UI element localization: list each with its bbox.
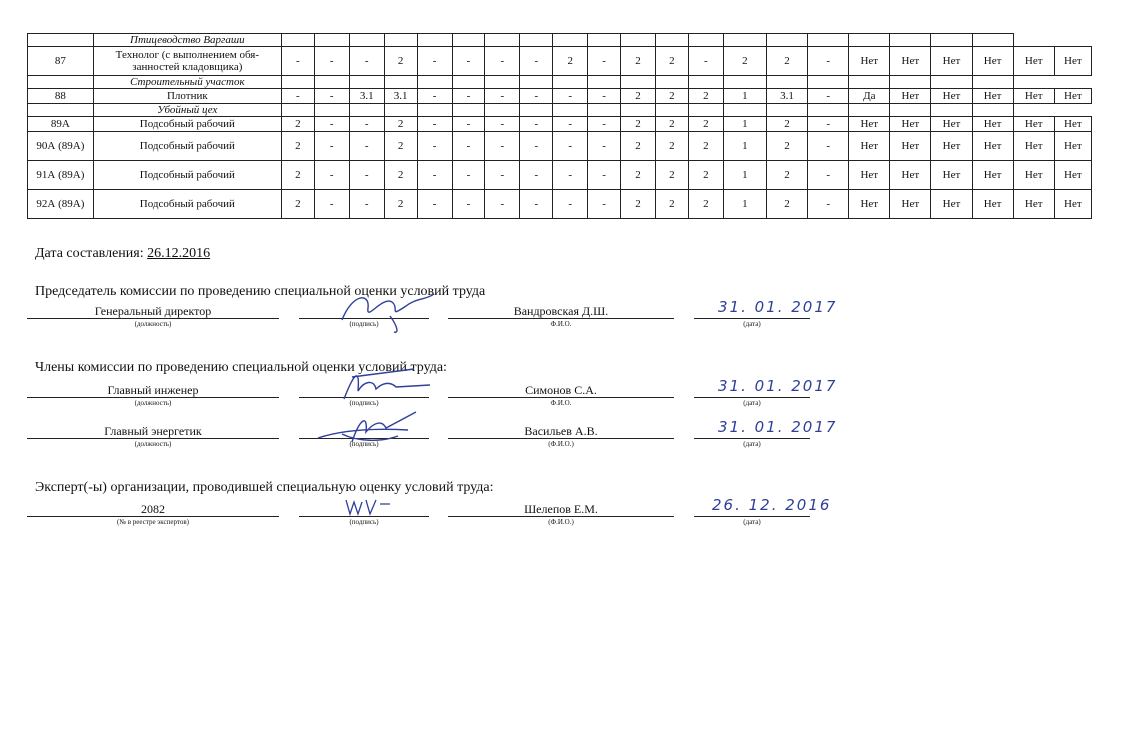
compile-date-label: Дата составления: <box>35 246 144 261</box>
value-cell: 2 <box>688 132 723 161</box>
member-handwritten-date: 31. 01. 2017 <box>718 418 838 436</box>
value-cell: Нет <box>849 132 890 161</box>
value-cell: - <box>485 161 520 190</box>
value-cell: 2 <box>384 117 417 132</box>
sout-results-table <box>27 33 1092 219</box>
value-cell: - <box>452 117 485 132</box>
expert-name: Шелепов Е.М. <box>448 502 674 517</box>
value-cell: 1 <box>723 161 766 190</box>
position-hint: (должность) <box>134 440 172 448</box>
member-signature <box>312 408 432 452</box>
member-position: Главный энергетик <box>27 424 279 439</box>
member-signature-row <box>0 377 1123 407</box>
value-cell: Нет <box>1054 132 1091 161</box>
value-cell: Нет <box>1013 117 1054 132</box>
value-cell: Нет <box>1013 161 1054 190</box>
value-cell: 2 <box>621 117 656 132</box>
section-title-poultry: Птицеводство Варгаши <box>93 34 281 47</box>
value-cell: Нет <box>1054 190 1091 219</box>
value-cell: Нет <box>890 190 931 219</box>
value-cell: - <box>417 190 452 219</box>
value-cell: Нет <box>931 190 972 219</box>
value-cell: Нет <box>972 190 1013 219</box>
date-hint: (дата) <box>743 518 761 526</box>
name-hint: (Ф.И.О.) <box>548 440 574 448</box>
value-cell: - <box>417 132 452 161</box>
value-cell: Нет <box>1054 89 1091 104</box>
position-hint: (должность) <box>134 320 172 328</box>
value-cell: Нет <box>1013 132 1054 161</box>
value-cell: - <box>417 89 452 104</box>
value-cell: - <box>588 161 621 190</box>
row-number-cell: 90А (89А) <box>28 132 94 161</box>
value-cell: 2 <box>688 190 723 219</box>
value-cell: 2 <box>766 117 807 132</box>
date-hint: (дата) <box>743 320 761 328</box>
value-cell: 2 <box>655 89 688 104</box>
position-cell: Подсобный рабочий <box>93 117 281 132</box>
value-cell: - <box>553 132 588 161</box>
date-hint: (дата) <box>743 399 761 407</box>
value-cell: Нет <box>890 161 931 190</box>
value-cell: - <box>452 190 485 219</box>
value-cell: - <box>553 161 588 190</box>
value-cell: - <box>688 47 723 76</box>
position-hint: (должность) <box>134 399 172 407</box>
expert-signature-row <box>0 496 1123 526</box>
chairman-handwritten-date: 31. 01. 2017 <box>718 298 838 316</box>
value-cell: 2 <box>655 132 688 161</box>
member-signature-row <box>0 418 1123 448</box>
value-cell: 2 <box>621 190 656 219</box>
signature-hint: (подпись) <box>349 518 379 526</box>
member-position: Главный инженер <box>27 383 279 398</box>
value-cell: - <box>417 117 452 132</box>
value-cell: Нет <box>972 117 1013 132</box>
value-cell: - <box>553 190 588 219</box>
chairman-name: Вандровская Д.Ш. <box>448 304 674 319</box>
value-cell: - <box>588 132 621 161</box>
position-cell: Подсобный рабочий <box>93 132 281 161</box>
expert-signature <box>340 494 400 520</box>
value-cell: - <box>520 117 553 132</box>
value-cell: 1 <box>723 132 766 161</box>
expert-heading: Эксперт(-ы) организации, проводившей специальную оценку условий труда: <box>35 480 494 495</box>
value-cell: - <box>588 117 621 132</box>
value-cell: - <box>314 89 349 104</box>
value-cell: Нет <box>972 89 1013 104</box>
compile-date-line <box>35 246 210 262</box>
value-cell: - <box>808 161 849 190</box>
value-cell: Нет <box>849 117 890 132</box>
value-cell: 2 <box>621 89 656 104</box>
table-row <box>28 47 1092 76</box>
value-cell: - <box>314 190 349 219</box>
value-cell: 1 <box>723 117 766 132</box>
value-cell: - <box>485 89 520 104</box>
value-cell: 2 <box>688 161 723 190</box>
value-cell: Нет <box>890 47 931 76</box>
value-cell: - <box>808 132 849 161</box>
value-cell: 2 <box>766 47 807 76</box>
value-cell: Нет <box>972 47 1013 76</box>
value-cell: Нет <box>931 161 972 190</box>
value-cell: - <box>281 47 314 76</box>
value-cell: - <box>485 117 520 132</box>
value-cell: Нет <box>1013 47 1054 76</box>
value-cell: - <box>314 47 349 76</box>
value-cell: 2 <box>766 190 807 219</box>
value-cell: Нет <box>890 117 931 132</box>
section-row <box>28 104 1092 117</box>
value-cell: Нет <box>931 117 972 132</box>
value-cell: - <box>452 132 485 161</box>
value-cell: Нет <box>1054 47 1091 76</box>
value-cell: - <box>314 117 349 132</box>
position-cell: Плотник <box>93 89 281 104</box>
value-cell: - <box>520 47 553 76</box>
value-cell: - <box>553 89 588 104</box>
value-cell: 2 <box>384 190 417 219</box>
signature-hint: (подпись) <box>349 440 379 448</box>
date-hint: (дата) <box>743 440 761 448</box>
chairman-heading: Председатель комиссии по проведению специальной оценки условий труда <box>35 284 486 299</box>
value-cell: - <box>485 190 520 219</box>
value-cell: 2 <box>655 47 688 76</box>
value-cell: Нет <box>849 47 890 76</box>
section-row <box>28 34 1092 47</box>
name-hint: Ф.И.О. <box>550 399 572 407</box>
value-cell: Нет <box>931 89 972 104</box>
row-number-cell: 88 <box>28 89 94 104</box>
value-cell: - <box>808 190 849 219</box>
value-cell: 2 <box>655 117 688 132</box>
member-handwritten-date: 31. 01. 2017 <box>718 377 838 395</box>
member-name: Симонов С.А. <box>448 383 674 398</box>
value-cell: 2 <box>621 47 656 76</box>
value-cell: 3.1 <box>349 89 384 104</box>
section-row <box>28 76 1092 89</box>
members-heading: Члены комиссии по проведению специальной оценки условий труда: <box>35 360 447 375</box>
value-cell: - <box>520 190 553 219</box>
value-cell: Нет <box>972 132 1013 161</box>
value-cell: - <box>808 47 849 76</box>
value-cell: - <box>553 117 588 132</box>
value-cell: 2 <box>281 190 314 219</box>
value-cell: 2 <box>281 161 314 190</box>
signature-hint: (подпись) <box>349 399 379 407</box>
section-title-slaughter: Убойный цех <box>93 104 281 117</box>
value-cell: 2 <box>688 89 723 104</box>
position-cell: Подсобный рабочий <box>93 190 281 219</box>
value-cell: - <box>808 117 849 132</box>
value-cell: 2 <box>621 132 656 161</box>
row-number-cell: 91А (89А) <box>28 161 94 190</box>
expert-handwritten-date: 26. 12. 2016 <box>712 496 832 514</box>
value-cell: Нет <box>849 190 890 219</box>
position-cell: Подсобный рабочий <box>93 161 281 190</box>
chairman-signature-row <box>0 298 1123 328</box>
value-cell: - <box>520 132 553 161</box>
table-row <box>28 161 1092 190</box>
value-cell: 1 <box>723 190 766 219</box>
table-row <box>28 89 1092 104</box>
value-cell: - <box>808 89 849 104</box>
value-cell: - <box>314 132 349 161</box>
value-cell: 2 <box>766 132 807 161</box>
value-cell: 2 <box>688 117 723 132</box>
table-row <box>28 132 1092 161</box>
value-cell: 2 <box>723 47 766 76</box>
value-cell: 2 <box>766 161 807 190</box>
value-cell: - <box>349 47 384 76</box>
value-cell: - <box>314 161 349 190</box>
value-cell: Нет <box>849 161 890 190</box>
row-number-cell: 89А <box>28 117 94 132</box>
value-cell: - <box>485 47 520 76</box>
value-cell: Нет <box>931 47 972 76</box>
chairman-signature <box>330 286 440 336</box>
value-cell: - <box>349 132 384 161</box>
value-cell: Да <box>849 89 890 104</box>
value-cell: Нет <box>931 132 972 161</box>
value-cell: - <box>588 190 621 219</box>
value-cell: Нет <box>972 161 1013 190</box>
value-cell: 2 <box>655 161 688 190</box>
name-hint: (Ф.И.О.) <box>548 518 574 526</box>
value-cell: 2 <box>281 117 314 132</box>
value-cell: 2 <box>384 161 417 190</box>
table-row <box>28 117 1092 132</box>
value-cell: - <box>520 89 553 104</box>
value-cell: - <box>349 190 384 219</box>
value-cell: 2 <box>384 47 417 76</box>
value-cell: - <box>349 161 384 190</box>
position-cell: Технолог (с выполнением обя-занностей кладовщика) <box>93 47 281 76</box>
value-cell: Нет <box>1054 117 1091 132</box>
value-cell: - <box>588 47 621 76</box>
section-title-construction: Строительный участок <box>93 76 281 89</box>
value-cell: Нет <box>1013 89 1054 104</box>
value-cell: - <box>485 132 520 161</box>
value-cell: 2 <box>621 161 656 190</box>
chairman-position: Генеральный директор <box>27 304 279 319</box>
value-cell: - <box>417 47 452 76</box>
row-number-cell: 92А (89А) <box>28 190 94 219</box>
value-cell: - <box>417 161 452 190</box>
expert-registry-number: 2082 <box>27 502 279 517</box>
value-cell: 3.1 <box>766 89 807 104</box>
value-cell: Нет <box>890 132 931 161</box>
row-number-cell: 87 <box>28 47 94 76</box>
value-cell: - <box>349 117 384 132</box>
value-cell: 2 <box>384 132 417 161</box>
value-cell: - <box>588 89 621 104</box>
name-hint: Ф.И.О. <box>550 320 572 328</box>
value-cell: Нет <box>1054 161 1091 190</box>
compile-date-value: 26.12.2016 <box>147 246 211 261</box>
value-cell: - <box>452 161 485 190</box>
registry-hint: (№ в реестре экспертов) <box>116 518 189 526</box>
value-cell: - <box>452 47 485 76</box>
value-cell: 1 <box>723 89 766 104</box>
signature-hint: (подпись) <box>349 320 379 328</box>
member-signature <box>330 363 440 411</box>
value-cell: - <box>520 161 553 190</box>
value-cell: 2 <box>281 132 314 161</box>
value-cell: 2 <box>655 190 688 219</box>
value-cell: Нет <box>890 89 931 104</box>
value-cell: Нет <box>1013 190 1054 219</box>
value-cell: - <box>281 89 314 104</box>
value-cell: 2 <box>553 47 588 76</box>
table-row <box>28 190 1092 219</box>
member-name: Васильев А.В. <box>448 424 674 439</box>
value-cell: - <box>452 89 485 104</box>
value-cell: 3.1 <box>384 89 417 104</box>
